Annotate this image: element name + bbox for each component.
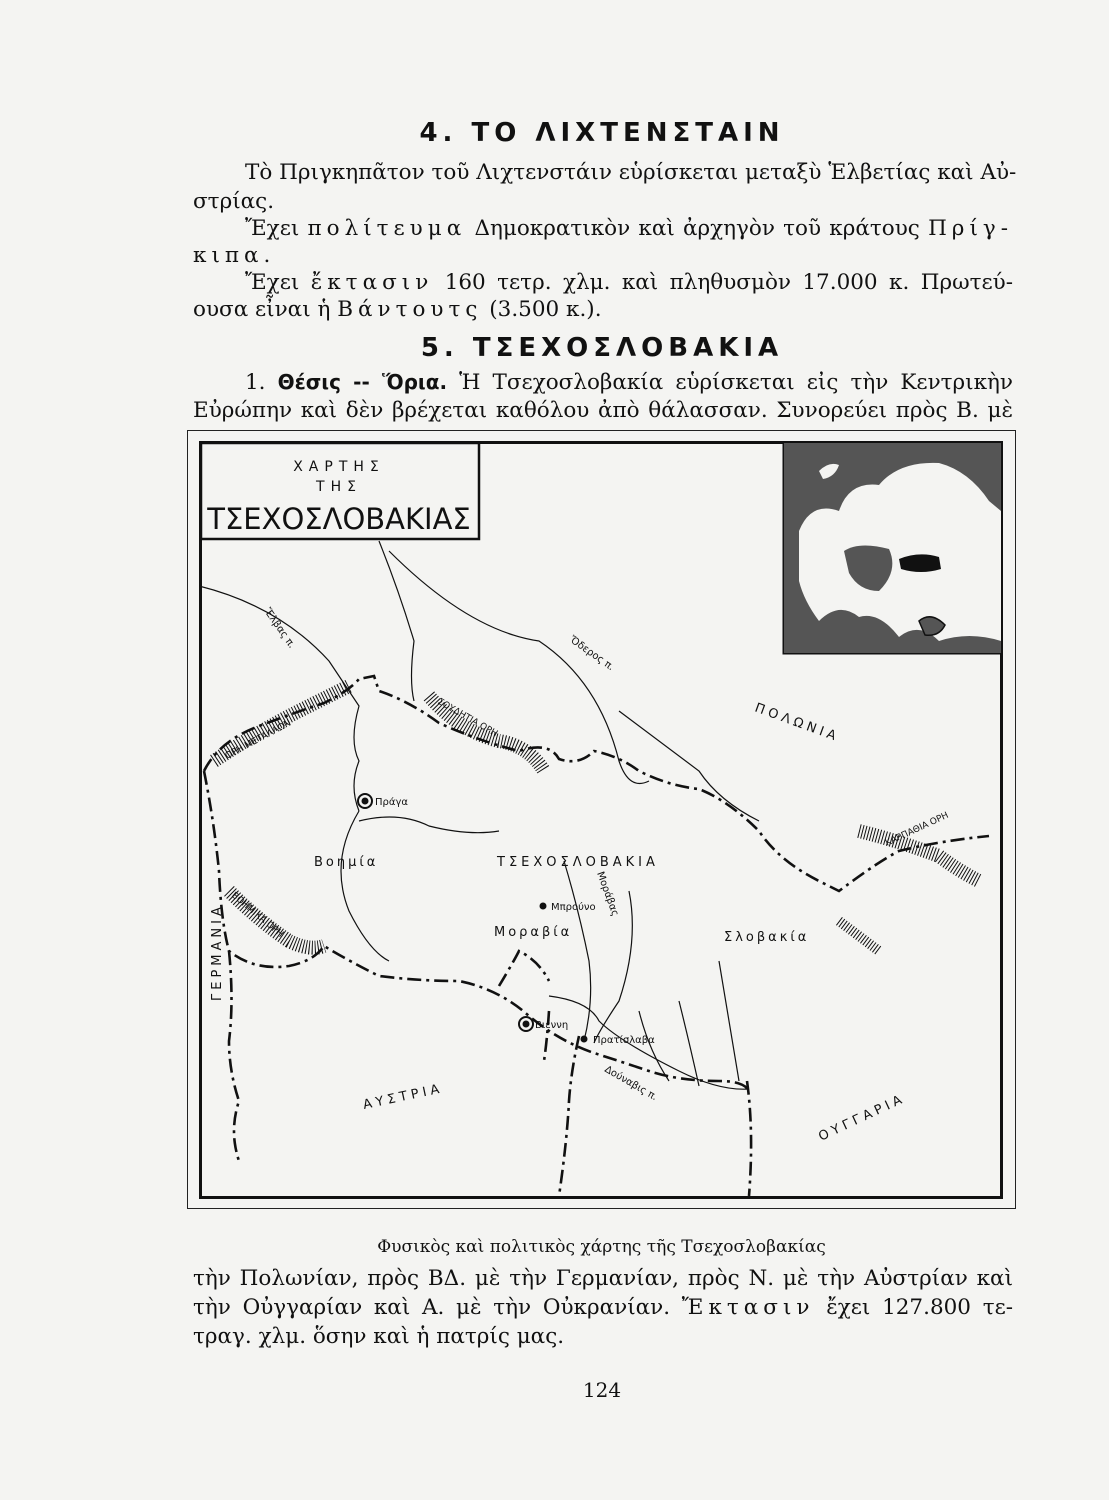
text-span: ουσα εἶναι ἡ: [193, 297, 338, 322]
city-bratislava: [581, 1034, 656, 1046]
label-vienna: Βιέννη: [535, 1020, 569, 1031]
label-czechoslovakia: ΤΣΕΧΟΣΛΟΒΑΚΙΑ: [497, 855, 659, 870]
text-span: Ἡ Τσεχοσλοβακία εὑρίσκεται εἰς τὴν Κεντρικὴν: [447, 370, 1013, 395]
europe-inset-map: [784, 443, 1001, 653]
label-danube-river: Δούναβις π.: [602, 1064, 660, 1104]
text-line: [193, 295, 1013, 325]
text-span: Τὸ Πριγκηπᾶτον τοῦ Λιχτενστάιν εὑρίσκεται μεταξὺ Ἑλβετίας καὶ Αὐ-: [245, 160, 1017, 185]
label-bratislava: Πρατίσλαβα: [593, 1035, 655, 1046]
text-line: [193, 396, 1013, 426]
text-span: Δημοκρατικὸν καὶ ἀρχηγὸν τοῦ κράτους: [466, 216, 929, 241]
label-oder-river: Ὄδερος π.: [567, 634, 616, 674]
text-span: Εὐρώπην καὶ δὲν βρέχεται καθόλου ἀπὸ θάλασσαν. Συνορεύει πρὸς Β. μὲ: [193, 398, 1013, 423]
spaced-term: ἔκτασιν: [310, 270, 434, 295]
text-line: [193, 1322, 1013, 1352]
czechoslovakia-map: [199, 441, 1003, 1199]
city-brno: [540, 901, 596, 913]
label-carpathians: ΚΑΡΠΑΘΙΑ ΟΡΗ: [884, 810, 951, 849]
label-hungary: ΟΥΓΓΑΡΙΑ: [816, 1091, 908, 1145]
text-line: [193, 268, 1013, 298]
label-germany: ΓΕΡΜΑΝΙΑ: [210, 903, 225, 1001]
text-span: Ἔχει: [245, 270, 311, 295]
map-title-box: [201, 443, 479, 539]
label-brno: Μπρούνο: [551, 902, 596, 913]
label-ore-mountains: ΟΡΗ ΜΕΤΑΛΛΩΝ: [223, 718, 294, 762]
spaced-term: Βάντουτς: [337, 297, 483, 322]
text-span: τραγ. χλμ. ὅσην καὶ ἡ πατρίς μας.: [193, 1324, 565, 1349]
label-bohemian-mountains: ΒΟΗΜΙΚΑ ΟΡΗ: [229, 890, 286, 940]
text-span: τὴν Οὐγγαρίαν καὶ Α. μὲ τὴν Οὐκρανίαν.: [193, 1295, 682, 1320]
label-poland: ΠΟΛΩΝΙΑ: [752, 700, 842, 746]
text-line: [193, 367, 1013, 398]
map-title-line1: ΧΑΡΤΗΣ: [293, 459, 385, 475]
subsection-heading: Θέσις -- Ὅρια.: [277, 370, 448, 394]
label-slovakia: Σλοβακία: [724, 930, 810, 945]
text-line: [193, 1264, 1013, 1294]
text-span: ἔχει 127.800 τε-: [814, 1295, 1013, 1320]
label-elbe-river: Ἔλβας π.: [261, 606, 298, 651]
spaced-term: Ἔκτασιν: [681, 1295, 815, 1320]
text-span: 160 τετρ. χλμ. καὶ πληθυσμὸν 17.000 κ. Πρωτεύ-: [433, 270, 1013, 295]
map-caption: Φυσικὸς καὶ πολιτικὸς χάρτης τῆς Τσεχοσλοβακίας: [377, 1237, 826, 1257]
text-span: τὴν Πολωνίαν, πρὸς ΒΔ. μὲ τὴν Γερμανίαν, πρὸς Ν. μὲ τὴν Αὐστρίαν καὶ: [193, 1266, 1013, 1291]
text-span: στρίας.: [193, 189, 275, 214]
label-bohemia: Βοημία: [314, 855, 379, 870]
page-number: 124: [582, 1378, 622, 1402]
spaced-term: πολίτευμα: [307, 216, 467, 241]
city-vienna: [519, 1017, 568, 1031]
map-title-line3: ΤΣΕΧΟΣΛΟΒΑΚΙΑΣ: [207, 502, 471, 536]
text-span: (3.500 κ.).: [482, 297, 602, 322]
label-morava-river: Μοράβας: [594, 870, 621, 918]
map-title-line2: ΤΗΣ: [316, 479, 362, 495]
mountain-ranges: [214, 686, 979, 951]
text-span: 1.: [245, 370, 278, 395]
text-line: [193, 1293, 1013, 1323]
text-line: [193, 214, 1013, 244]
spaced-term: κιπα.: [193, 243, 276, 268]
city-prague: [358, 794, 408, 808]
label-austria: ΑΥΣΤΡΙΑ: [361, 1081, 445, 1113]
text-line: [193, 187, 1013, 217]
spaced-term: Πρίγ-: [928, 216, 1013, 241]
label-prague: Πράγα: [375, 797, 408, 808]
text-line: [193, 241, 1013, 271]
section-title-czechoslovakia: 5. ΤΣΕΧΟΣΛΟΒΑΚΙΑ: [420, 333, 784, 363]
section-title-liechtenstein: 4. ΤΟ ΛΙΧΤΕΝΣΤΑΙΝ: [419, 118, 785, 148]
text-line: [193, 158, 1017, 188]
text-span: Ἔχει: [245, 216, 308, 241]
label-moravia: Μοραβία: [494, 925, 573, 940]
label-sudetes: ΣΟΥΔΗΤΙΑ ΟΡΗ: [435, 696, 500, 740]
